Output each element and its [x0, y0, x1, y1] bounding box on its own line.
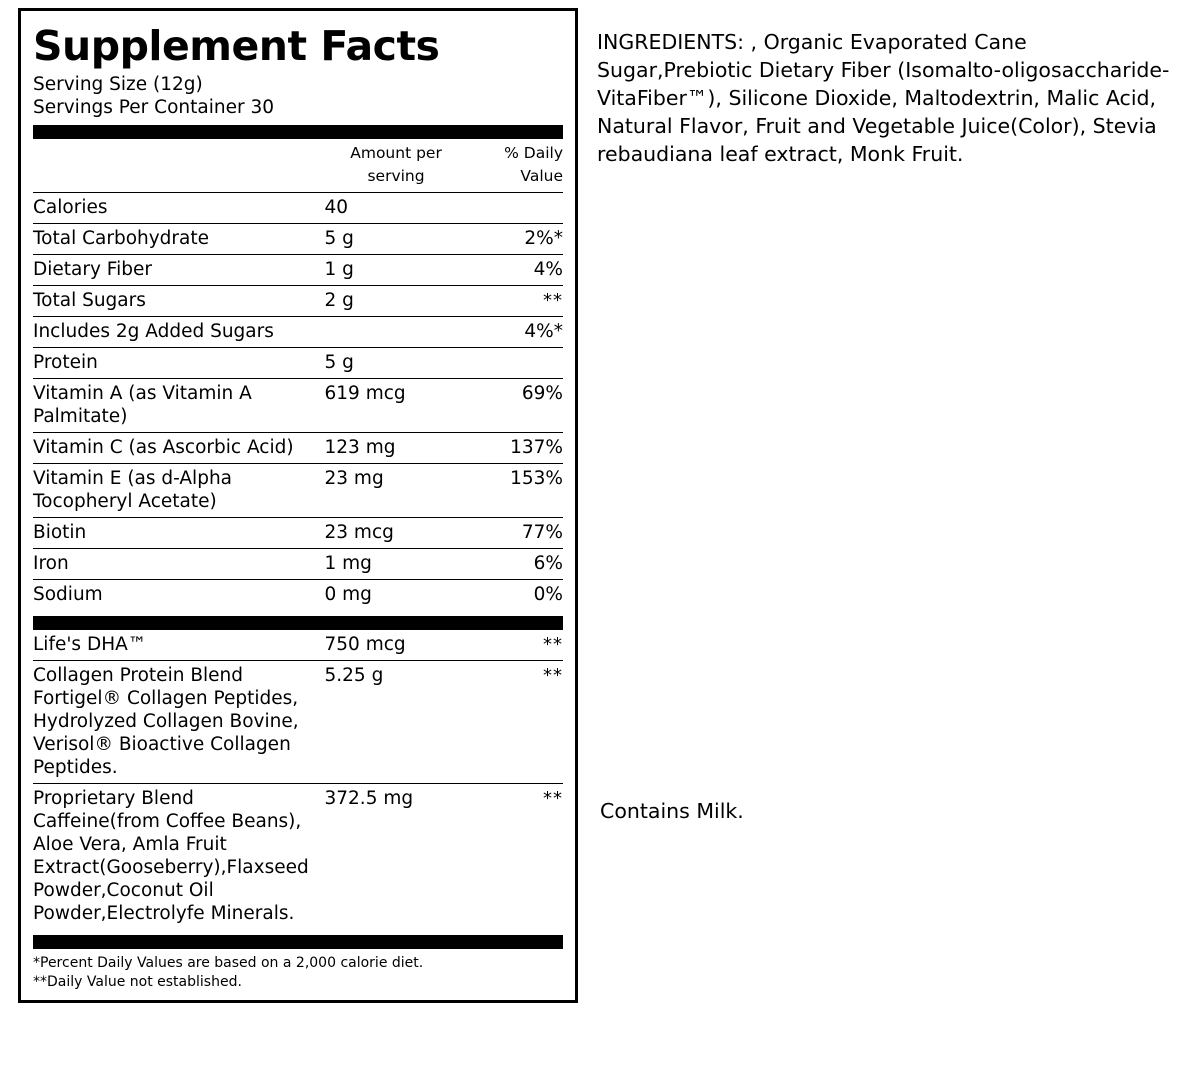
- divider-thick-bottom: [33, 935, 563, 949]
- row-name: Protein: [33, 348, 325, 379]
- row-amount: 23 mcg: [325, 518, 468, 549]
- row-amount: 5 g: [325, 348, 468, 379]
- blend-title: Collagen Protein Blend: [33, 665, 243, 686]
- row-amount: 40: [325, 193, 468, 224]
- row-daily-value: 77%: [468, 518, 563, 549]
- row-amount: 372.5 mg: [324, 788, 414, 809]
- table-row: [33, 224, 563, 255]
- row-daily-value: 69%: [468, 379, 563, 433]
- footnote-daily-value: *Percent Daily Values are based on a 2,000 calorie diet.: [33, 955, 424, 971]
- row-daily-value: [468, 193, 563, 224]
- row-daily-value: 153%: [468, 464, 563, 518]
- row-daily-value: 137%: [468, 433, 563, 464]
- table-header-row: [33, 139, 563, 193]
- table-row: [33, 518, 563, 549]
- row-daily-value: **: [468, 661, 563, 784]
- table-row: [33, 661, 563, 784]
- row-amount: [325, 317, 468, 348]
- serving-size: Serving Size (12g): [33, 74, 203, 95]
- table-row: [33, 255, 563, 286]
- ingredients-text: INGREDIENTS: , Organic Evaporated Cane Sugar,Prebiotic Dietary Fiber (Isomalto-oligosaccharide-VitaFiber™), Silicone Dioxide, Maltodextrin, Malic Acid, Natural Flavor, Fruit and Vegetable Juice(Color), Stevia rebaudiana leaf extract, Monk Fruit.: [597, 30, 1170, 166]
- table-row: [33, 784, 563, 930]
- row-daily-value: 6%: [468, 549, 563, 580]
- table-row: [33, 286, 563, 317]
- row-name: Vitamin C (as Ascorbic Acid): [33, 433, 325, 464]
- blend-table: [33, 630, 563, 929]
- table-row: [33, 549, 563, 580]
- blend-title: Life's DHA™: [33, 634, 147, 655]
- table-row: [33, 433, 563, 464]
- row-daily-value: 0%: [533, 584, 563, 605]
- row-name: Total Carbohydrate: [33, 224, 325, 255]
- table-row: [33, 317, 563, 348]
- row-name: Vitamin A (as Vitamin A Palmitate): [33, 379, 325, 433]
- row-amount: 619 mcg: [325, 379, 468, 433]
- table-row: [33, 348, 563, 379]
- row-name: Sodium: [33, 584, 103, 605]
- row-name: Calories: [33, 193, 325, 224]
- row-amount: 5 g: [325, 224, 468, 255]
- row-amount: 1 g: [325, 255, 468, 286]
- divider-thick-middle: [33, 616, 563, 630]
- header-amount-per-serving: Amount per serving: [325, 139, 468, 193]
- row-name: Includes 2g Added Sugars: [33, 317, 325, 348]
- nutrition-table: [33, 139, 563, 610]
- blend-description: Caffeine(from Coffee Beans), Aloe Vera, Amla Fruit Extract(Gooseberry),Flaxseed Powder,Coconut Oil Powder,Electrolyfe Minerals.: [33, 811, 309, 924]
- row-amount: 23 mg: [325, 464, 468, 518]
- row-name: [33, 784, 325, 930]
- row-daily-value: [468, 348, 563, 379]
- supplement-facts-panel: [18, 8, 578, 1003]
- row-daily-value: **: [543, 788, 563, 809]
- row-name: Iron: [33, 549, 325, 580]
- row-amount: 123 mg: [325, 433, 468, 464]
- row-name: [33, 630, 325, 661]
- row-name: Vitamin E (as d-Alpha Tocopheryl Acetate): [33, 464, 325, 518]
- divider-thick-top: [33, 125, 563, 139]
- row-daily-value: 4%*: [468, 317, 563, 348]
- row-daily-value: **: [468, 286, 563, 317]
- row-name: Biotin: [33, 518, 325, 549]
- row-amount: 750 mcg: [325, 630, 468, 661]
- header-nutrient: [33, 139, 325, 193]
- row-name: Dietary Fiber: [33, 255, 325, 286]
- panel-title: Supplement Facts: [33, 22, 440, 70]
- row-daily-value: 4%: [468, 255, 563, 286]
- row-name: [33, 661, 325, 784]
- row-amount: 2 g: [325, 286, 468, 317]
- table-row: [33, 630, 563, 661]
- allergen-statement: Contains Milk.: [600, 799, 744, 823]
- row-daily-value: **: [468, 630, 563, 661]
- table-row: [33, 464, 563, 518]
- row-amount: 1 mg: [325, 549, 468, 580]
- table-row: [33, 580, 563, 611]
- row-name: Total Sugars: [33, 286, 325, 317]
- footnote-not-established: **Daily Value not established.: [33, 974, 242, 990]
- row-amount: 5.25 g: [325, 661, 468, 784]
- table-row: [33, 379, 563, 433]
- row-amount: 0 mg: [324, 584, 372, 605]
- blend-title: Proprietary Blend: [33, 788, 194, 809]
- blend-description: Fortigel® Collagen Peptides, Hydrolyzed Collagen Bovine, Verisol® Bioactive Collagen Peptides.: [33, 688, 299, 778]
- servings-per-container: Servings Per Container 30: [33, 97, 274, 118]
- footnotes: [33, 949, 563, 992]
- row-daily-value: 2%*: [468, 224, 563, 255]
- header-daily-value: % Daily Value: [468, 139, 563, 193]
- table-row: [33, 193, 563, 224]
